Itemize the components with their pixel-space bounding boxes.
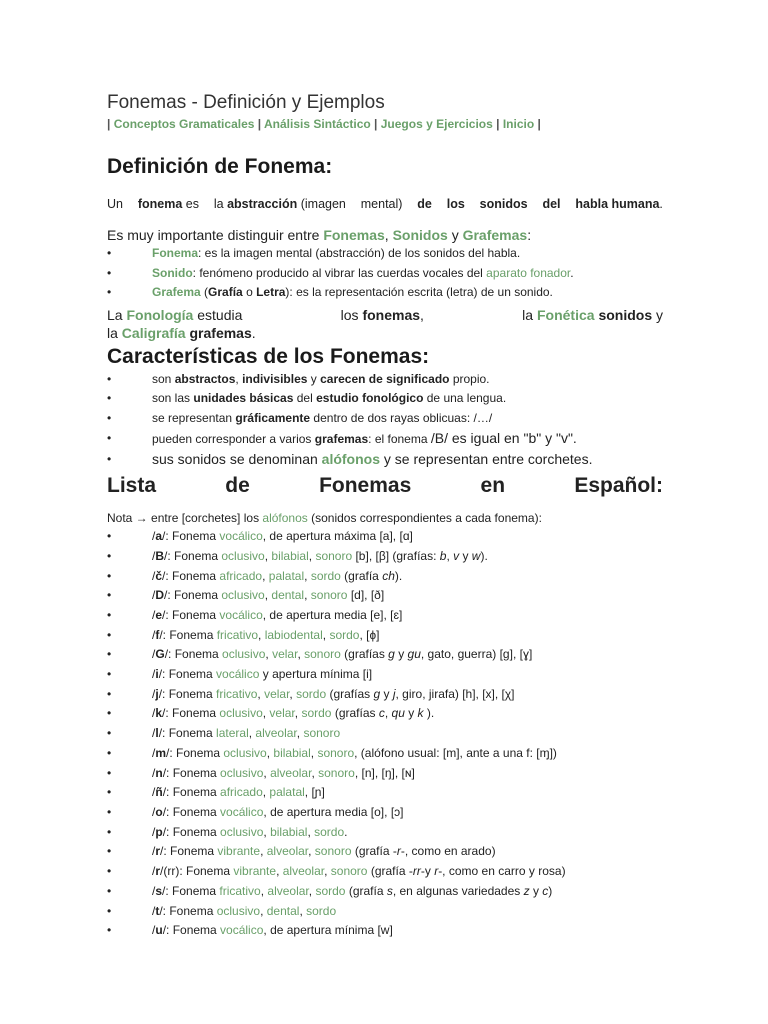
nav-link-juegos[interactable]: Juegos y Ejercicios (380, 117, 493, 131)
term-link[interactable]: oclusivo (223, 745, 267, 760)
nav-link-analisis[interactable]: Análisis Sintáctico (264, 117, 371, 131)
term-link[interactable]: sonoro (303, 726, 341, 741)
term-link[interactable]: vibrante (217, 844, 261, 859)
term-link[interactable]: oclusivo (222, 647, 266, 662)
term-link[interactable]: vocálico (219, 529, 263, 544)
caracteristicas-list (107, 370, 663, 470)
term-link[interactable]: oclusivo (216, 903, 261, 918)
term-link[interactable]: sonoro (310, 588, 348, 603)
fonema-list (107, 527, 663, 941)
fonema-item: • /e/: Fonema vocálico, de apertura media [e], [ɛ] (107, 606, 663, 626)
term-link[interactable]: alveolar (266, 844, 309, 859)
term-link[interactable]: alveolar (255, 726, 297, 741)
list-item: • se representan gráficamente dentro de dos rayas oblicuas: /…/ (107, 409, 663, 429)
link-fonologia[interactable]: Fonología (126, 306, 194, 323)
link-aparato-fonador[interactable]: aparato fonador (486, 265, 571, 280)
term-link[interactable]: alveolar (270, 765, 312, 780)
fonema-item: • /s/: Fonema fricativo, alveolar, sordo (grafía s, en algunas variedades z y c) (107, 882, 663, 902)
term-link[interactable]: fricativo (219, 883, 261, 898)
fonema-item: • /č/: Fonema africado, palatal, sordo (grafía ch). (107, 567, 663, 587)
term-link[interactable]: vibrante (233, 864, 277, 879)
term-link[interactable]: oclusivo (219, 706, 263, 721)
term-link[interactable]: sonoro (317, 745, 355, 760)
term-link[interactable]: labiodental (264, 627, 323, 642)
term-link[interactable]: bilabial (270, 824, 308, 839)
term-link[interactable]: vocálico (219, 607, 263, 622)
fonema-item: • /r/(rr): Fonema vibrante, alveolar, sonoro (grafía -rr-y r-, como en carro y rosa) (107, 862, 663, 882)
term-link[interactable]: alveolar (267, 883, 309, 898)
term-link[interactable]: sordo (296, 686, 327, 701)
link-sonido[interactable]: Sonido (152, 265, 193, 280)
term-link[interactable]: sordo (306, 903, 337, 918)
page-title: Fonemas - Definición y Ejemplos (107, 92, 385, 113)
fonema-item: • /n/: Fonema oclusivo, alveolar, sonoro, [n], [ŋ], [ɴ] (107, 764, 663, 784)
fonema-item: • /r/: Fonema vibrante, alveolar, sonoro (grafía -r-, como en arado) (107, 842, 663, 862)
fonema-item: • /l/: Fonema lateral, alveolar, sonoro (107, 724, 663, 744)
term-link[interactable]: sordo (301, 706, 332, 721)
term-link[interactable]: oclusivo (221, 588, 265, 603)
lista-heading: Lista de Fonemas en Español: (107, 474, 663, 498)
link-sonidos[interactable]: Sonidos (392, 227, 448, 243)
term-link[interactable]: alveolar (282, 864, 325, 879)
link-grafemas[interactable]: Grafemas (462, 227, 528, 243)
list-item: • pueden corresponder a varios grafemas: el fonema /B/ es igual en "b" y "v". (107, 429, 663, 450)
term-link[interactable]: africado (219, 568, 263, 583)
fonema-item: • /f/: Fonema fricativo, labiodental, sordo, [ɸ] (107, 626, 663, 646)
term-link[interactable]: dental (271, 588, 305, 603)
term-link[interactable]: sonoro (304, 647, 341, 662)
term-link[interactable]: sonoro (318, 765, 355, 780)
term-link[interactable]: palatal (269, 785, 305, 800)
caracteristicas-heading: Características de los Fonemas: (107, 344, 430, 368)
link-alofonos[interactable]: alófonos (321, 451, 381, 468)
term-link[interactable]: palatal (268, 568, 305, 583)
fonema-item: • /G/: Fonema oclusivo, velar, sonoro (grafías g y gu, gato, guerra) [g], [ɣ] (107, 645, 663, 665)
term-link[interactable]: vocálico (220, 805, 264, 819)
term-link[interactable]: sordo (315, 883, 346, 898)
fonema-item: • /k/: Fonema oclusivo, velar, sordo (grafías c, qu y k ). (107, 704, 663, 724)
term-link[interactable]: fricativo (216, 686, 258, 701)
distinguir-list (107, 244, 663, 303)
fonema-item: • /p/: Fonema oclusivo, bilabial, sordo. (107, 823, 663, 843)
nota-text: Nota → entre [corchetes] los alófonos (sonidos correspondientes a cada fonema): (107, 511, 542, 526)
term-link[interactable]: dental (266, 903, 300, 918)
fonema-item: • /ñ/: Fonema africado, palatal, [ɲ] (107, 783, 663, 803)
fonema-item: • /i/: Fonema vocálico y apertura mínima [i] (107, 665, 663, 685)
fonema-item: • /B/: Fonema oclusivo, bilabial, sonoro [b], [β] (grafías: b, v y w). (107, 547, 663, 567)
term-link[interactable]: vocálico (216, 667, 260, 682)
link-alofonos-nota[interactable]: alófonos (262, 511, 308, 526)
fonema-item: • /u/: Fonema vocálico, de apertura mínima [w] (107, 921, 663, 941)
term-link[interactable]: sonoro (314, 844, 352, 859)
link-fonemas[interactable]: Fonemas (323, 227, 385, 243)
term-link[interactable]: lateral (216, 726, 249, 741)
fonema-item: • /a/: Fonema vocálico, de apertura máxima [a], [ɑ] (107, 527, 663, 547)
term-link[interactable]: sordo (310, 568, 341, 583)
term-link[interactable]: bilabial (271, 548, 309, 563)
term-link[interactable]: velar (269, 706, 295, 721)
term-link[interactable]: sonoro (315, 548, 353, 563)
link-caligrafia[interactable]: Caligrafía (121, 324, 186, 341)
distinguir-lead: Es muy importante distinguir entre Fonemas, Sonidos y Grafemas: (107, 227, 532, 243)
definicion-text: Un fonema es la abstracción (imagen mental) de los sonidos del habla humana. (107, 197, 663, 211)
list-item: • Grafema (Grafía o Letra): es la representación escrita (letra) de un sonido. (107, 283, 663, 303)
term-link[interactable]: sordo (314, 824, 345, 839)
fonologia-paragraph: La Fonología estudia los fonemas, la Fonética sonidos y la Caligrafía grafemas. (107, 306, 663, 341)
fonema-item: • /j/: Fonema fricativo, velar, sordo (grafías g y j, giro, jirafa) [h], [x], [χ] (107, 685, 663, 705)
term-link[interactable]: velar (272, 647, 298, 662)
link-grafema[interactable]: Grafema (152, 285, 201, 300)
list-item: • son las unidades básicas del estudio fonológico de una lengua. (107, 389, 663, 409)
term-link[interactable]: bilabial (273, 745, 311, 760)
list-item: • Fonema: es la imagen mental (abstracción) de los sonidos del habla. (107, 244, 663, 264)
nav-link-inicio[interactable]: Inicio (502, 117, 535, 131)
term-link[interactable]: oclusivo (221, 548, 265, 563)
list-item: • son abstractos, indivisibles y carecen de significado propio. (107, 370, 663, 390)
term-link[interactable]: africado (220, 785, 263, 800)
list-item: • sus sonidos se denominan alófonos y se representan entre corchetes. (107, 449, 663, 470)
link-fonema[interactable]: Fonema (152, 246, 199, 260)
term-link[interactable]: velar (264, 686, 290, 701)
term-link[interactable]: oclusivo (220, 765, 264, 780)
fonema-item: • /m/: Fonema oclusivo, bilabial, sonoro, (alófono usual: [m], ante a una f: [ɱ]) (107, 744, 663, 764)
fonema-item: • /D/: Fonema oclusivo, dental, sonoro [d], [ð] (107, 586, 663, 606)
link-fonetica[interactable]: Fonética (536, 306, 595, 323)
fonema-item: • /t/: Fonema oclusivo, dental, sordo (107, 902, 663, 922)
term-link[interactable]: oclusivo (220, 824, 264, 839)
term-link[interactable]: sonoro (330, 864, 368, 879)
nav-link-conceptos[interactable]: Conceptos Gramaticales (113, 117, 255, 131)
document-page (107, 92, 663, 941)
term-link[interactable]: sordo (329, 627, 360, 642)
list-item: • Sonido: fenómeno producido al vibrar las cuerdas vocales del aparato fonador. (107, 264, 663, 284)
term-link[interactable]: vocálico (220, 923, 264, 938)
term-link[interactable]: fricativo (216, 627, 259, 642)
definicion-heading: Definición de Fonema: (107, 155, 333, 178)
fonema-item: • /o/: Fonema vocálico, de apertura media [o], [ɔ] (107, 803, 663, 823)
top-nav: | Conceptos Gramaticales | Análisis Sintáctico | Juegos y Ejercicios | Inicio | (107, 117, 541, 131)
